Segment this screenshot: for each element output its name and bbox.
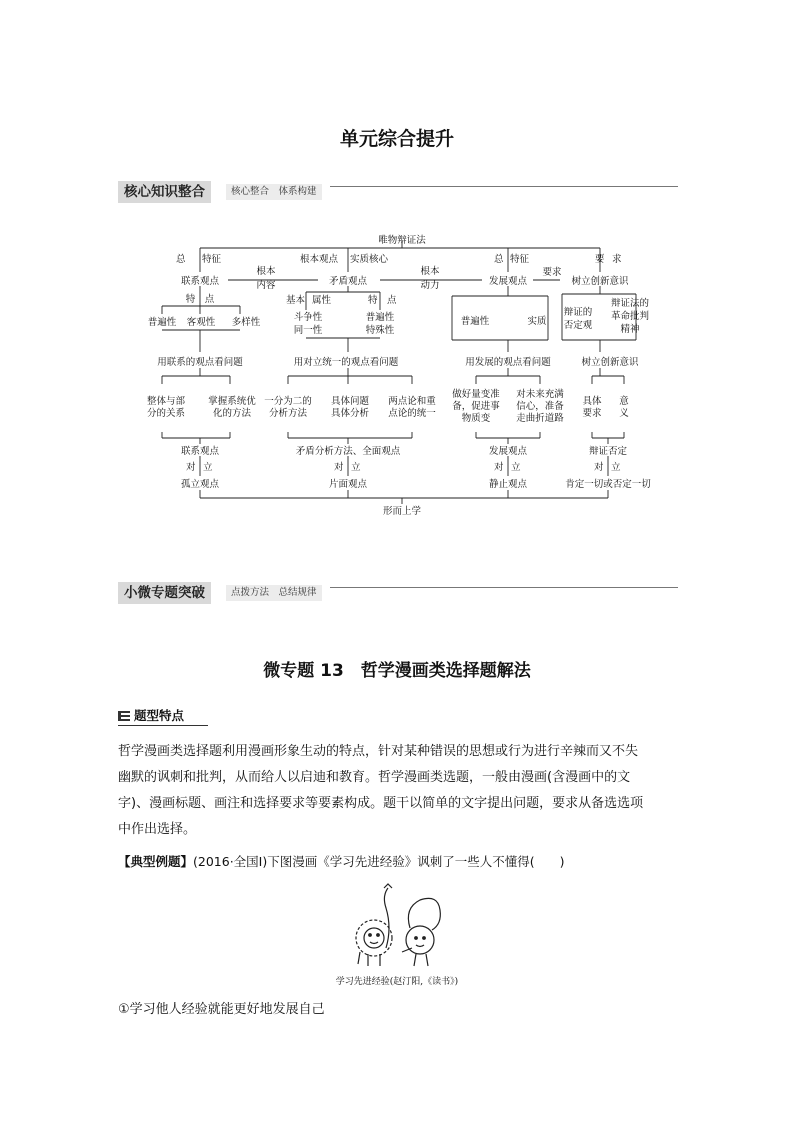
diag-label: 求 [612,254,622,265]
diag-method: 点论的统一 [388,408,436,419]
paragraph-line: 中作出选择。 [118,822,197,837]
section-header-topic [118,582,678,604]
opp-label: 对 [594,462,604,473]
diag-item: 辩证的 [563,307,593,318]
diag-label: 总 [176,254,186,265]
diag-item: 革命批判 [610,311,650,322]
edge-label: 根本 [420,266,440,277]
opposition-a: 发展观点 [488,446,528,457]
diag-method: 备，促进事 [452,401,500,412]
diag-method: 走曲折道路 [516,413,564,424]
opposition-b: 孤立观点 [180,479,220,490]
paragraph-line: 幽默的讽刺和批判，从而给人以启迪和教育。哲学漫画类选题，一般由漫画(含漫画中的文 [118,770,631,785]
diag-view: 树立创新意识 [581,357,639,368]
concept-map [0,0,794,530]
diag-label: 特征 [510,254,530,265]
diag-label: 特征 [202,254,222,265]
example-tag: 【典型例题】 [118,854,194,869]
page-title: 单元综合提升 [339,128,454,150]
node-innovation: 树立创新意识 [571,276,629,287]
opposition-a: 辩证否定 [588,446,628,457]
divider [118,725,208,726]
section-label: 核心知识整合 [118,181,211,203]
diag-view: 用联系的观点看问题 [157,357,243,368]
diag-method: 分析方法 [268,408,308,419]
section-sub: 点拨方法 总结规律 [226,585,322,601]
diag-item: 普遍性 [147,317,177,328]
diag-item: 特殊性 [365,325,395,336]
diag-item: 实质 [527,316,547,327]
subsection-heading [118,706,184,724]
edge-label: 要求 [542,267,562,278]
example-text: (2016·全国Ⅰ)下图漫画《学习先进经验》讽刺了一些人不懂得( ) [193,854,565,869]
opp-label: 立 [511,462,521,473]
diag-view: 用对立统一的观点看问题 [293,357,399,368]
node-contradiction: 矛盾观点 [328,276,368,287]
diag-item: 普遍性 [365,312,395,323]
diag-item: 客观性 [186,317,216,328]
divider [330,587,678,588]
opp-label: 立 [351,462,361,473]
diag-method: 物质变 [461,413,491,424]
diag-method: 化的方法 [212,408,252,419]
edge-label: 动力 [420,280,440,291]
opposition-a: 联系观点 [180,446,220,457]
subsection-title: 题型特点 [134,708,185,723]
diag-method: 分的关系 [146,408,186,419]
answer-option: ①学习他人经验就能更好地发展自己 [118,1002,325,1017]
topic-title: 微专题 13 哲学漫画类选择题解法 [263,661,531,681]
diag-item: 辩证法的 [610,298,650,309]
section-sub: 核心整合 体系构建 [226,184,322,200]
example-question [118,852,565,870]
diag-method: 掌握系统优 [208,396,256,407]
cartoon-image [340,878,460,970]
paragraph-line: 哲学漫画类选择题利用漫画形象生动的特点，针对某种错误的思想或行为进行辛辣而又不失 [118,744,639,759]
list-icon [118,711,130,721]
diag-label: 特 点 [368,295,397,306]
diag-method: 两点论和重 [388,396,436,407]
node-development: 发展观点 [488,276,528,287]
opposition-b: 片面观点 [328,479,368,490]
section-label: 小微专题突破 [118,582,211,604]
diag-item: 否定观 [563,320,593,331]
opp-label: 对 [494,462,504,473]
diag-label: 总 [494,254,504,265]
diag-label: 属性 [312,295,332,306]
diag-item: 斗争性 [293,312,323,323]
diag-method: 对未来充满 [516,389,564,400]
diag-method: 具体分析 [330,408,370,419]
diagram-bottom: 形而上学 [382,506,422,517]
diag-method: 做好量变准 [452,389,500,400]
diag-item: 同一性 [293,325,323,336]
opp-label: 立 [611,462,621,473]
opp-label: 对 [186,462,196,473]
paragraph-line: 字)、漫画标题、画注和选择要求等要素构成。题干以简单的文字提出问题，要求从备选选项 [118,796,644,811]
cartoon-caption: 学习先进经验(赵汀阳,《读书》) [335,977,459,987]
edge-label: 内容 [256,280,276,291]
opposition-b: 静止观点 [488,479,528,490]
diag-label: 特 点 [185,294,215,305]
diag-view: 用发展的观点看问题 [465,357,551,368]
opp-label: 立 [203,462,213,473]
diag-label: 要 [595,254,605,265]
diag-label: 实质核心 [350,254,389,265]
diag-method: 要求 [582,408,602,419]
diag-label: 根本观点 [300,254,339,265]
diag-method: 具体问题 [330,396,370,407]
diag-item: 普遍性 [460,316,490,327]
diag-method: 信心，准备 [516,401,564,412]
edge-label: 根本 [256,266,276,277]
diag-method: 义 [619,408,629,419]
diag-item: 多样性 [231,317,261,328]
opposition-a: 矛盾分析方法、全面观点 [295,446,401,457]
opp-label: 对 [334,462,344,473]
diag-method: 意 [619,396,629,407]
opposition-b: 肯定一切或否定一切 [565,479,651,490]
diag-item: 精神 [620,324,640,335]
diag-method: 一分为二的 [264,396,312,407]
node-connection: 联系观点 [180,276,220,287]
diag-method: 整体与部 [146,396,186,407]
diag-label: 基本 [286,295,306,306]
diag-method: 具体 [582,396,602,407]
diagram-root: 唯物辩证法 [378,235,426,246]
